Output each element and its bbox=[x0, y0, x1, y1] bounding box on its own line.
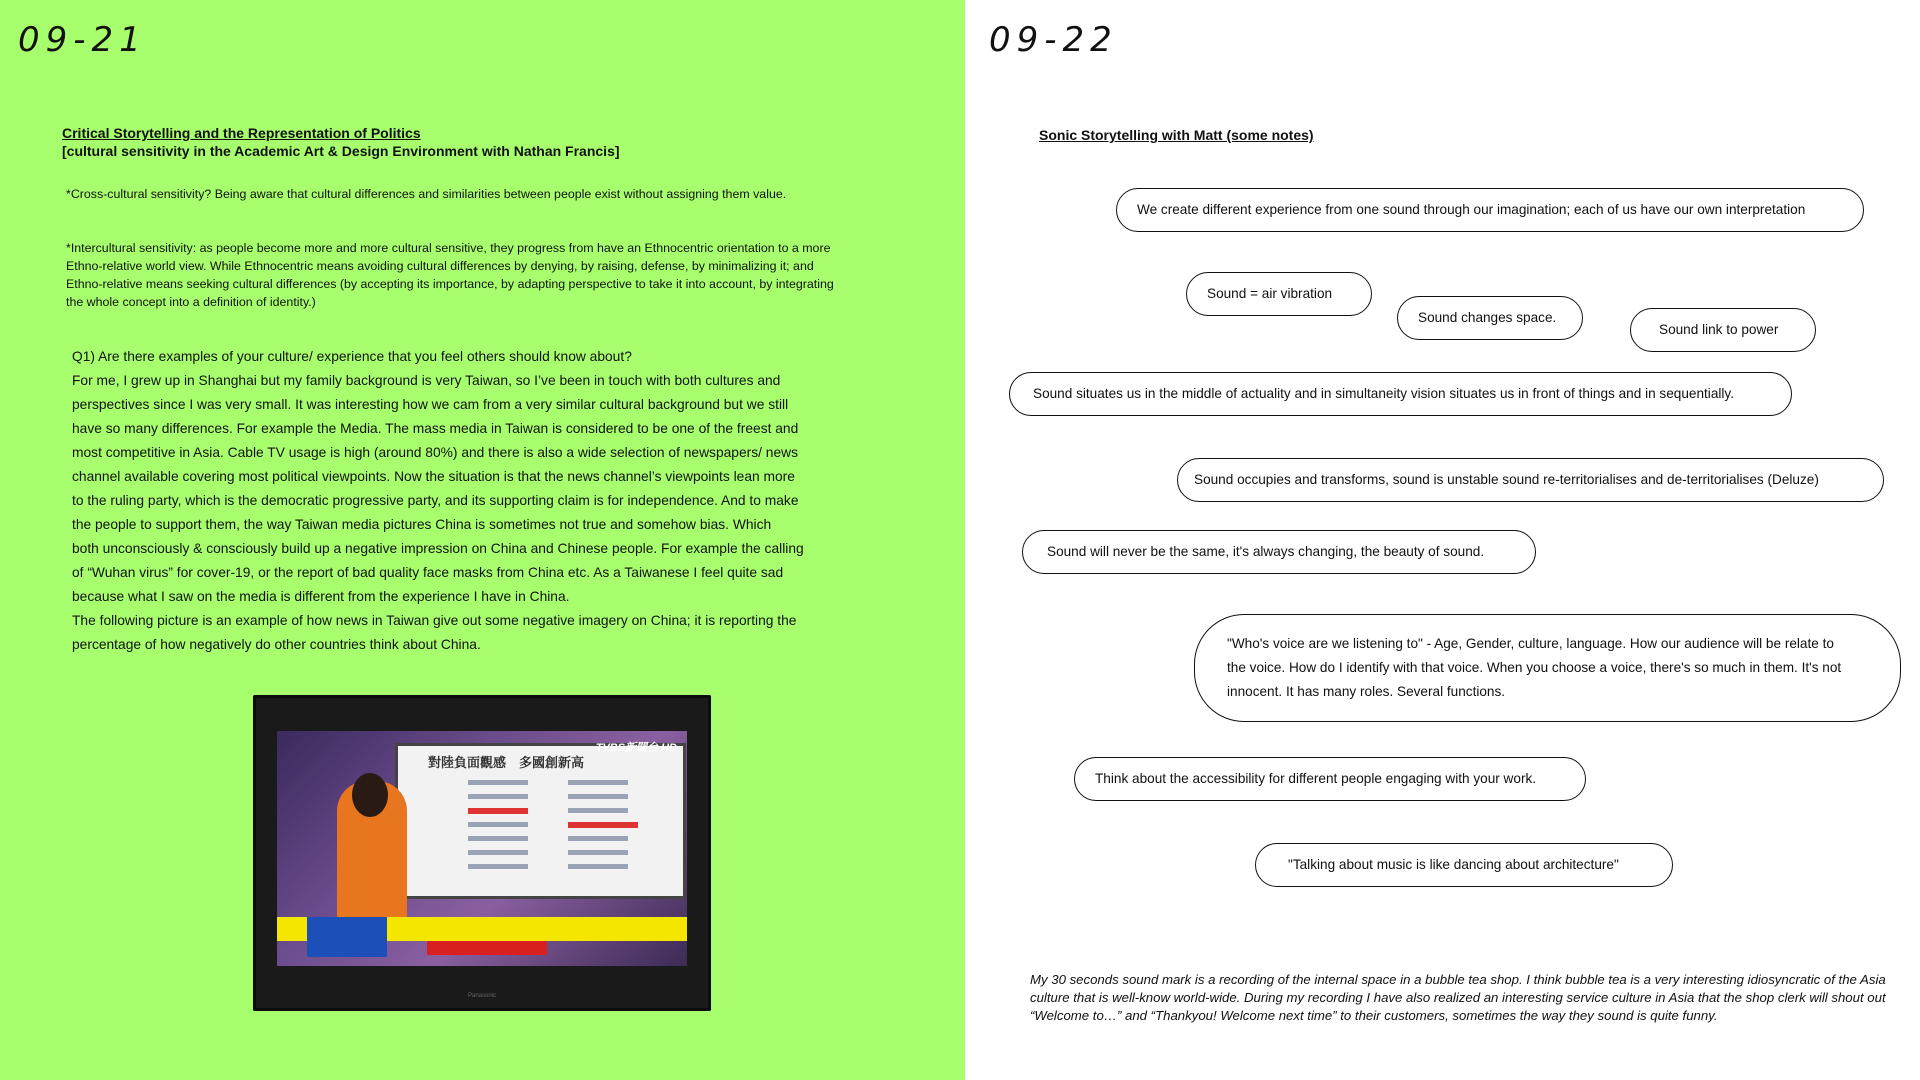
reflection-line: have so many differences. For example the Media. The mass media in Taiwan is considered to be one of the freest and bbox=[72, 421, 799, 436]
note-bubble-power: Sound link to power bbox=[1630, 308, 1816, 352]
voice-line: "Who's voice are we listening to" - Age, Gender, culture, language. How our audience will be relate to bbox=[1227, 636, 1834, 651]
note-bubble-music-quote: "Talking about music is like dancing about architecture" bbox=[1255, 843, 1673, 887]
news-chart-board bbox=[395, 743, 686, 899]
news-anchor-head bbox=[352, 773, 388, 817]
note-bubble-never-same: Sound will never be the same, it's always changing, the beauty of sound. bbox=[1022, 530, 1536, 574]
tv-brand: Panasonic bbox=[467, 993, 497, 999]
note-bubble-changes-space: Sound changes space. bbox=[1397, 296, 1583, 340]
note-bubble-air-vibration: Sound = air vibration bbox=[1186, 272, 1372, 316]
tv-screen bbox=[277, 731, 687, 966]
heading-title: Critical Storytelling and the Representation of Politics bbox=[62, 125, 421, 141]
sound-mark-footnote: My 30 seconds sound mark is a recording of the internal space in a bubble tea shop. I think bubble tea is a very interesting idiosyncratic of the Asia culture that is well-know world-wide. During my recording I have also realized an interesting service culture in Asia that the shop clerk will shout out “Welcome to…” and “Thankyou! Welcome next time” to their customers, sometimes the way they sound is quite funny. bbox=[1030, 972, 1886, 1023]
note-bubble-territorialises: Sound occupies and transforms, sound is unstable sound re-territorialises and de-territorialises (Deluze) bbox=[1177, 458, 1884, 502]
note-bubble-voice bbox=[1194, 614, 1901, 722]
reflection-line: Q1) Are there examples of your culture/ experience that you feel others should know about? bbox=[72, 349, 632, 364]
channel-logo: TVBS新聞台 HD bbox=[595, 742, 677, 754]
note-bubble-imagination: We create different experience from one sound through our imagination; each of us have our own interpretation bbox=[1116, 188, 1864, 232]
reflection-line: to the ruling party, which is the democratic progressive party, and its supporting claim is for independence. And to make bbox=[72, 493, 799, 508]
heading-subtitle: [cultural sensitivity in the Academic Art & Design Environment with Nathan Francis] bbox=[62, 143, 620, 159]
reflection-line: The following picture is an example of how news in Taiwan give out some negative imagery on China; it is reporting the bbox=[72, 613, 797, 628]
reflection-line: percentage of how negatively do other countries think about China. bbox=[72, 637, 481, 652]
news-ticker-red-bar bbox=[427, 941, 547, 955]
tv-news-photo bbox=[253, 695, 711, 1011]
reflection-line: because what I saw on the media is different from the experience I have in China. bbox=[72, 589, 570, 604]
news-ticker-logo-block bbox=[307, 917, 387, 957]
reflection-line: of “Wuhan virus” for cover-19, or the report of bad quality face masks from China etc. As a Taiwanese I feel quite sad bbox=[72, 565, 784, 580]
notes-title: Sonic Storytelling with Matt (some notes) bbox=[1039, 127, 1314, 143]
reflection-line: both unconsciously & consciously build up a negative impression on China and Chinese people. For example the calling bbox=[72, 541, 804, 556]
reflection-line: the people to support them, the way Taiwan media pictures China is sometimes not true and somehow bias. Which bbox=[72, 517, 772, 532]
reflection-line: For me, I grew up in Shanghai but my family background is very Taiwan, so I’ve been in touch with both cultures and bbox=[72, 373, 781, 388]
board-title: 對陸負面觀感 多國創新高 bbox=[428, 756, 585, 771]
cross-cultural-definition: *Cross-cultural sensitivity? Being aware that cultural differences and similarities between people exist without assigning them value. bbox=[66, 187, 787, 201]
date-left: 09-21 bbox=[18, 20, 147, 60]
lecture-heading bbox=[62, 124, 620, 160]
date-right: 09-22 bbox=[989, 20, 1118, 60]
voice-line: innocent. It has many roles. Several functions. bbox=[1227, 684, 1506, 699]
reflection-line: channel available covering most political viewpoints. Now the situation is that the news channel’s viewpoints lean more bbox=[72, 469, 795, 484]
note-bubble-actuality: Sound situates us in the middle of actuality and in simultaneity vision situates us in front of things and in sequentially. bbox=[1009, 372, 1792, 416]
note-bubble-accessibility: Think about the accessibility for different people engaging with your work. bbox=[1074, 757, 1586, 801]
reflection-line: most competitive in Asia. Cable TV usage is high (around 80%) and there is also a wide selection of newspapers/ news bbox=[72, 445, 799, 460]
reflection-line: perspectives since I was very small. It was interesting how we cam from a very similar cultural background but we still bbox=[72, 397, 789, 412]
voice-line: the voice. How do I identify with that voice. When you choose a voice, there's so much in them. It's not bbox=[1227, 660, 1842, 675]
reflection-paragraph bbox=[72, 345, 852, 657]
intercultural-definition: *Intercultural sensitivity: as people become more and more cultural sensitive, they progress from have an Ethnocentric orientation to a more Ethno-relative world view. While Ethnocentric means avoiding cultural differences by denying, by raising, defense, by minimalizing it; and Ethno-relative means seeking cultural differences (by accepting its importance, by adapting perspective to take it into account, by integrating the whole concept into a definition of identity.) bbox=[66, 241, 834, 309]
